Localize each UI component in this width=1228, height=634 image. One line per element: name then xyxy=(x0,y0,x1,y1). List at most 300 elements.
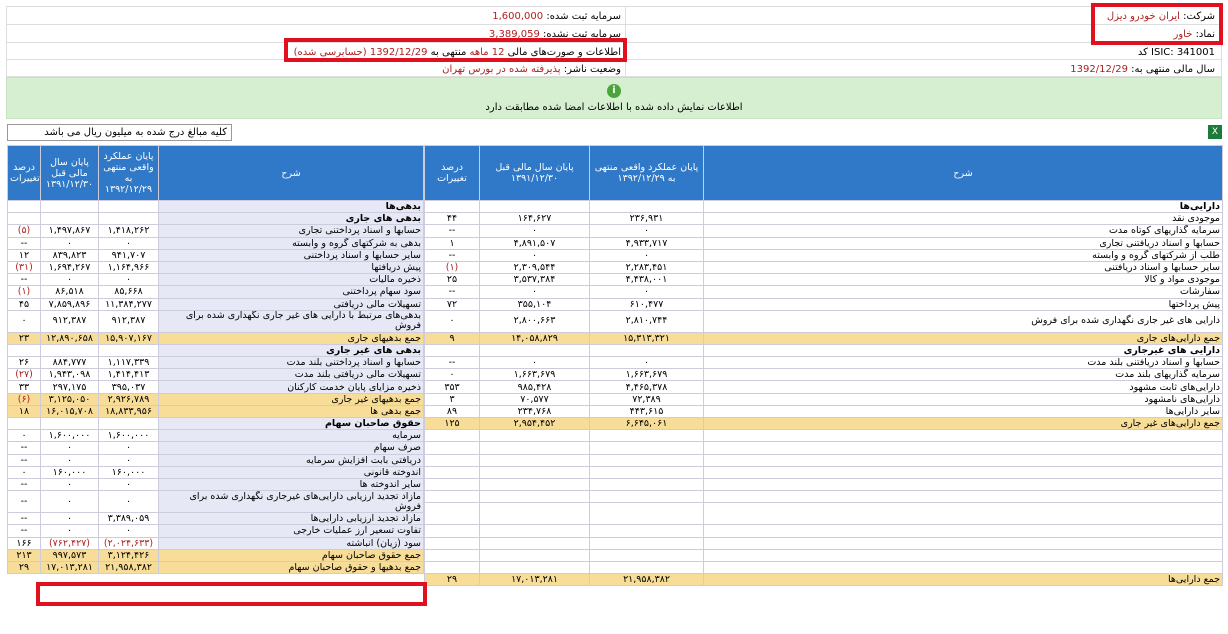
row-label: موجودی مواد و کالا xyxy=(704,274,1223,286)
row-label xyxy=(704,537,1223,549)
row-value: ۷۲,۳۸۹ xyxy=(590,393,704,405)
row-value xyxy=(590,344,704,356)
row-value: ۰ xyxy=(425,369,480,381)
row-label: حقوق صاحبان سهام xyxy=(159,418,424,430)
row-value: ۲,۹۵۴,۴۵۲ xyxy=(480,418,590,430)
table-row xyxy=(425,237,1223,249)
row-label: صرف سهام xyxy=(159,442,424,454)
row-label: جمع دارایی‌ها xyxy=(704,574,1223,586)
row-value: ۰ xyxy=(41,274,99,286)
table-row xyxy=(425,430,1223,442)
row-value: ۷۰,۵۷۷ xyxy=(480,393,590,405)
row-value: ۰ xyxy=(590,249,704,261)
row-value: -- xyxy=(8,274,41,286)
row-label: بدهی های غیر جاری xyxy=(159,344,424,356)
table-row xyxy=(8,466,424,478)
table-row xyxy=(425,357,1223,369)
row-value: -- xyxy=(425,225,480,237)
row-value: ۰ xyxy=(480,225,590,237)
row-value xyxy=(590,466,704,478)
table-row xyxy=(8,430,424,442)
row-label xyxy=(704,549,1223,561)
row-value: ۱۲۵ xyxy=(425,418,480,430)
table-row xyxy=(8,549,424,561)
row-value xyxy=(590,503,704,525)
row-label: جمع بدهیهای غیر جاری xyxy=(159,393,424,405)
table-row xyxy=(8,274,424,286)
row-value: ۰ xyxy=(41,237,99,249)
row-value xyxy=(425,466,480,478)
row-value: ۱,۱۶۴,۹۶۶ xyxy=(99,261,159,273)
row-label: دارایی های غیر جاری نگهداری شده برای فروش xyxy=(704,310,1223,332)
row-value: ۰ xyxy=(590,357,704,369)
row-value xyxy=(480,503,590,525)
table-row xyxy=(425,274,1223,286)
table-row xyxy=(8,513,424,525)
row-value xyxy=(425,201,480,213)
row-value xyxy=(425,549,480,561)
row-value: ۳۵۳ xyxy=(425,381,480,393)
row-value xyxy=(425,491,480,503)
row-value: ۰ xyxy=(480,249,590,261)
row-value: ۲۱,۹۵۸,۳۸۲ xyxy=(590,574,704,586)
row-label: سایر حسابها و اسناد دریافتنی xyxy=(704,261,1223,273)
row-label: سایر دارایی‌ها xyxy=(704,405,1223,417)
row-value xyxy=(590,430,704,442)
row-value xyxy=(480,537,590,549)
row-label: موجودی نقد xyxy=(704,213,1223,225)
row-value: ۰ xyxy=(480,357,590,369)
row-value xyxy=(425,478,480,490)
row-value xyxy=(425,561,480,573)
row-label xyxy=(704,442,1223,454)
row-label xyxy=(704,478,1223,490)
row-value: -- xyxy=(8,442,41,454)
row-value: ۸۸۴,۷۷۷ xyxy=(41,357,99,369)
table-row xyxy=(8,310,424,332)
table-row xyxy=(425,491,1223,503)
table-row xyxy=(425,344,1223,356)
row-value: -- xyxy=(8,454,41,466)
row-value xyxy=(480,201,590,213)
table-row xyxy=(8,442,424,454)
fiscal-row: سال مالی منتهی به: 1392/12/29 xyxy=(1070,64,1215,75)
row-value: ۰ xyxy=(99,454,159,466)
table-row xyxy=(425,454,1223,466)
row-value: ۱۶۰,۰۰۰ xyxy=(99,466,159,478)
row-label xyxy=(704,561,1223,573)
row-value: ۱,۶۶۳,۶۷۹ xyxy=(480,369,590,381)
row-value: ۴۵ xyxy=(8,298,41,310)
row-label xyxy=(704,491,1223,503)
row-value: ۹۱۲,۳۸۷ xyxy=(41,310,99,332)
row-value: ۹۸۵,۴۲۸ xyxy=(480,381,590,393)
row-label: بدهی‌ها xyxy=(159,201,424,213)
row-value: ۴۴۳,۶۱۵ xyxy=(590,405,704,417)
assets-table: درصد تغییرات پایان سال مالی قبل ۱۳۹۱/۱۲/۳۰ پایان عملکرد واقعی منتهی به ۱۳۹۲/۱۲/۲۹ شرح دارایی‌ها ۴۴ ۱۶۴,۶۲۷ ۲۳۶,۹۳۱ موجودی نقد -- ۰ ۰ سرمایه گذاریهای کوتاه مدت ۱ ۴,۸۹۱,۵۰۷ ۴,۹۳۳,۷۱۷ حسابها و اسناد دریافتنی تجاری -- ۰ ۰ طلب از شرکتهای گروه و وابسته (۱) ۲,۳۰۹,۵۴۴ ۲,۲۸۳,۴۵۱ سایر حسابها و اسناد دریافتنی ۲۵ ۳,۵۳۷,۳۸۴ ۴,۴۳۸,۰۰۱ موجودی مواد و کالا -- ۰ ۰ سفارشات ۷۲ ۳۵۵,۱۰۴ ۶۱۰,۴۷۷ پیش پرداختها ۰ ۲,۸۰۰,۶۶۳ ۲,۸۱۰,۷۴۴ دارایی های غیر جاری نگهداری شده برای فروش ۹ ۱۴,۰۵۸,۸۲۹ ۱۵,۳۱۳,۳۲۱ جمع دارایی‌های جاری دارایی های غیرجاری -- ۰ ۰ حسابها و اسناد دریافتنی بلند مدت ۰ ۱,۶۶۳,۶۷۹ ۱,۶۶۳,۶۷۹ سرمایه گذاریهای بلند مدت ۳۵۳ ۹۸۵,۴۲۸ ۴,۴۶۵,۳۷۸ دارایی‌های ثابت مشهود ۳ ۷۰,۵۷۷ ۷۲,۳۸۹ دارایی‌های نامشهود ۸۹ ۲۳۴,۷۶۸ ۴۴۳,۶۱۵ سایر دارایی‌ها ۱۲۵ ۲,۹۵۴,۴۵۲ ۶,۶۴۵,۰۶۱ جمع دارایی‌های غیر جاری ۲۹ ۱۷,۰۱۳,۲۸۱ ۲۱,۹۵۸,۳۸۲ جمع دارایی‌ها xyxy=(424,145,1223,586)
table-row xyxy=(8,478,424,490)
row-value xyxy=(590,478,704,490)
table-row xyxy=(8,561,424,573)
row-value: ۱۶۴,۶۲۷ xyxy=(480,213,590,225)
table-row xyxy=(8,201,424,213)
row-label: دارایی‌ها xyxy=(704,201,1223,213)
table-row xyxy=(8,454,424,466)
row-value xyxy=(480,561,590,573)
row-label: پیش دریافتها xyxy=(159,261,424,273)
row-value: ۰ xyxy=(41,454,99,466)
row-label: سفارشات xyxy=(704,286,1223,298)
row-label: جمع بدهیها و حقوق صاحبان سهام xyxy=(159,561,424,573)
row-label: دارایی‌های نامشهود xyxy=(704,393,1223,405)
row-value xyxy=(41,201,99,213)
row-value: ۲,۳۰۹,۵۴۴ xyxy=(480,261,590,273)
row-value: ۲,۹۲۶,۷۸۹ xyxy=(99,393,159,405)
row-value: ۰ xyxy=(590,225,704,237)
row-label: تسهیلات مالی دریافتی xyxy=(159,298,424,310)
table-row xyxy=(8,225,424,237)
row-value: ۴,۹۳۳,۷۱۷ xyxy=(590,237,704,249)
row-value: ۲,۸۱۰,۷۴۴ xyxy=(590,310,704,332)
row-value: ۹۹۷,۵۷۳ xyxy=(41,549,99,561)
row-value: ۴,۸۹۱,۵۰۷ xyxy=(480,237,590,249)
row-value: (۲۷) xyxy=(8,369,41,381)
row-value xyxy=(99,418,159,430)
row-value xyxy=(480,430,590,442)
row-value: (۶) xyxy=(8,393,41,405)
row-value: ۲۹ xyxy=(8,561,41,573)
row-value: ۲۳۶,۹۳۱ xyxy=(590,213,704,225)
row-value: -- xyxy=(8,513,41,525)
row-label: تسهیلات مالی دریافتی بلند مدت xyxy=(159,369,424,381)
row-label: حسابها و اسناد پرداختنی بلند مدت xyxy=(159,357,424,369)
row-label xyxy=(704,454,1223,466)
info-icon: i xyxy=(607,84,621,98)
row-value: ۶,۶۴۵,۰۶۱ xyxy=(590,418,704,430)
row-label: بدهی به شرکتهای گروه و وابسته xyxy=(159,237,424,249)
row-value: -- xyxy=(425,249,480,261)
table-row xyxy=(8,332,424,344)
row-value xyxy=(590,549,704,561)
row-value xyxy=(480,491,590,503)
table-row xyxy=(425,332,1223,344)
row-value: ۳۳ xyxy=(8,381,41,393)
row-value: ۱۸,۸۳۳,۹۵۶ xyxy=(99,405,159,417)
row-value: (۱) xyxy=(8,286,41,298)
row-value: ۲۹۷,۱۷۵ xyxy=(41,381,99,393)
row-value: -- xyxy=(8,491,41,513)
row-value: ۱۵,۹۰۷,۱۶۷ xyxy=(99,332,159,344)
row-value: -- xyxy=(8,478,41,490)
row-value: ۲۶ xyxy=(8,357,41,369)
row-value: ۳,۳۸۹,۰۵۹ xyxy=(99,513,159,525)
table-row xyxy=(425,286,1223,298)
table-row xyxy=(425,537,1223,549)
row-label: جمع بدهیهای جاری xyxy=(159,332,424,344)
registered-capital-row: سرمایه ثبت شده: 1,600,000 xyxy=(492,11,621,22)
row-value: ۰ xyxy=(41,525,99,537)
row-value: ۶۱۰,۴۷۷ xyxy=(590,298,704,310)
row-value: ۱۷,۰۱۳,۲۸۱ xyxy=(41,561,99,573)
row-label: حسابها و اسناد دریافتنی بلند مدت xyxy=(704,357,1223,369)
row-value: (۳۱) xyxy=(8,261,41,273)
row-value xyxy=(480,344,590,356)
row-value: ۴۴ xyxy=(425,213,480,225)
row-label: دریافتی بابت افزایش سرمایه xyxy=(159,454,424,466)
row-value: (۱) xyxy=(425,261,480,273)
row-value: ۳,۵۳۷,۳۸۴ xyxy=(480,274,590,286)
excel-icon[interactable]: X xyxy=(1208,125,1222,139)
row-label: جمع دارایی‌های جاری xyxy=(704,332,1223,344)
row-value xyxy=(480,442,590,454)
row-label: جمع بدهی ها xyxy=(159,405,424,417)
row-value xyxy=(590,525,704,537)
row-value: ۰ xyxy=(99,478,159,490)
row-value: ۱,۶۹۴,۲۶۷ xyxy=(41,261,99,273)
row-value: ۱۵,۳۱۳,۳۲۱ xyxy=(590,332,704,344)
row-value: ۸۹ xyxy=(425,405,480,417)
table-row xyxy=(8,525,424,537)
table-row xyxy=(425,574,1223,586)
row-value: ۳ xyxy=(425,393,480,405)
row-value: ۰ xyxy=(41,442,99,454)
row-label: ذخیره مزایای پایان خدمت کارکنان xyxy=(159,381,424,393)
row-value: ۰ xyxy=(590,286,704,298)
row-value: ۰ xyxy=(99,237,159,249)
row-value: ۱۱,۳۸۴,۲۷۷ xyxy=(99,298,159,310)
table-row xyxy=(425,466,1223,478)
row-label: سایر اندوخته ها xyxy=(159,478,424,490)
row-value: ۰ xyxy=(99,442,159,454)
row-value: ۲۱۳ xyxy=(8,549,41,561)
row-value: ۳۵۵,۱۰۴ xyxy=(480,298,590,310)
row-value: ۱,۴۱۴,۴۱۳ xyxy=(99,369,159,381)
row-value xyxy=(480,549,590,561)
table-row xyxy=(425,213,1223,225)
row-value: ۰ xyxy=(99,525,159,537)
row-value: ۰ xyxy=(8,466,41,478)
row-value: ۱,۱۱۷,۳۳۹ xyxy=(99,357,159,369)
row-value: ۸۵,۶۶۸ xyxy=(99,286,159,298)
table-row xyxy=(425,249,1223,261)
row-value xyxy=(480,478,590,490)
row-value: ۲۳ xyxy=(8,332,41,344)
row-label: بدهی‌های مرتبط با دارایی های غیر جاری نگهداری شده برای فروش xyxy=(159,310,424,332)
row-value xyxy=(425,537,480,549)
isic-row: کد ISIC: 341001 xyxy=(1137,47,1215,58)
row-label: سرمایه گذاریهای بلند مدت xyxy=(704,369,1223,381)
row-value: ۱,۴۹۷,۸۶۷ xyxy=(41,225,99,237)
table-row xyxy=(8,357,424,369)
row-value: ۳۹۵,۰۳۷ xyxy=(99,381,159,393)
row-value xyxy=(480,525,590,537)
row-value: ۰ xyxy=(425,310,480,332)
publisher-row: وضعیت ناشر: پذیرفته شده در بورس تهران xyxy=(442,64,621,75)
row-value xyxy=(590,201,704,213)
row-value xyxy=(8,344,41,356)
row-value: ۱۲ xyxy=(8,249,41,261)
table-row xyxy=(8,261,424,273)
row-value xyxy=(41,344,99,356)
row-label xyxy=(704,430,1223,442)
table-row xyxy=(425,503,1223,525)
row-value xyxy=(590,454,704,466)
table-row xyxy=(425,418,1223,430)
table-row xyxy=(8,286,424,298)
row-value: ۷۲ xyxy=(425,298,480,310)
table-row xyxy=(8,418,424,430)
row-label: سرمایه گذاریهای کوتاه مدت xyxy=(704,225,1223,237)
row-label: پیش پرداختها xyxy=(704,298,1223,310)
row-label xyxy=(704,466,1223,478)
table-row xyxy=(8,344,424,356)
row-label: دارایی های غیرجاری xyxy=(704,344,1223,356)
row-value: (۷۶۲,۴۲۷) xyxy=(41,537,99,549)
table-row xyxy=(8,213,424,225)
row-label: حسابها و اسناد دریافتنی تجاری xyxy=(704,237,1223,249)
row-value xyxy=(590,491,704,503)
row-label: سود سهام پرداختنی xyxy=(159,286,424,298)
table-row xyxy=(8,537,424,549)
row-value: ۰ xyxy=(41,513,99,525)
highlight-company xyxy=(1091,3,1223,45)
row-value xyxy=(590,442,704,454)
row-value xyxy=(590,537,704,549)
row-value: ۲,۲۸۳,۴۵۱ xyxy=(590,261,704,273)
table-row xyxy=(425,549,1223,561)
row-label xyxy=(704,503,1223,525)
row-value: ۰ xyxy=(99,491,159,513)
row-label: جمع حقوق صاحبان سهام xyxy=(159,549,424,561)
row-value xyxy=(8,418,41,430)
row-value xyxy=(425,454,480,466)
row-value xyxy=(590,561,704,573)
row-label: مازاد تجدید ارزیابی دارایی‌ها xyxy=(159,513,424,525)
table-row xyxy=(425,393,1223,405)
table-row xyxy=(425,310,1223,332)
row-value: ۹۴۱,۷۰۷ xyxy=(99,249,159,261)
row-value xyxy=(480,454,590,466)
row-value xyxy=(8,201,41,213)
row-value xyxy=(41,418,99,430)
row-value: (۵) xyxy=(8,225,41,237)
row-value: ۰ xyxy=(41,478,99,490)
row-label xyxy=(704,525,1223,537)
table-row xyxy=(8,381,424,393)
table-row xyxy=(425,381,1223,393)
row-value xyxy=(425,525,480,537)
row-label: تفاوت تسعیر ارز عملیات خارجی xyxy=(159,525,424,537)
row-value xyxy=(99,201,159,213)
company-row: شرکت: ایران خودرو دیزل xyxy=(1106,11,1215,22)
row-value: ۱۲,۸۹۰,۶۵۸ xyxy=(41,332,99,344)
row-value: ۱ xyxy=(425,237,480,249)
row-value xyxy=(99,213,159,225)
table-row xyxy=(8,491,424,513)
row-value: ۱۶,۰۱۵,۷۰۸ xyxy=(41,405,99,417)
row-value: ۰ xyxy=(99,274,159,286)
row-label: دارایی‌های ثابت مشهود xyxy=(704,381,1223,393)
row-value: ۱,۹۴۳,۰۹۸ xyxy=(41,369,99,381)
row-value xyxy=(480,466,590,478)
row-value: ۷,۸۵۹,۸۹۶ xyxy=(41,298,99,310)
row-value xyxy=(425,442,480,454)
table-row xyxy=(425,405,1223,417)
row-value: ۸۶,۵۱۸ xyxy=(41,286,99,298)
row-value: ۱,۶۶۳,۶۷۹ xyxy=(590,369,704,381)
row-value xyxy=(425,503,480,525)
row-value: ۱,۶۰۰,۰۰۰ xyxy=(99,430,159,442)
row-value xyxy=(425,344,480,356)
row-label: جمع دارایی‌های غیر جاری xyxy=(704,418,1223,430)
row-value: ۱۶۰,۰۰۰ xyxy=(41,466,99,478)
row-value: ۴,۴۳۸,۰۰۱ xyxy=(590,274,704,286)
row-value: ۱,۴۱۸,۲۶۲ xyxy=(99,225,159,237)
row-value: ۹ xyxy=(425,332,480,344)
row-label: طلب از شرکتهای گروه و وابسته xyxy=(704,249,1223,261)
row-label: سود (زیان) انباشته xyxy=(159,537,424,549)
row-label: سرمایه xyxy=(159,430,424,442)
row-label: حسابها و اسناد پرداختنی تجاری xyxy=(159,225,424,237)
row-value: (۲,۰۲۴,۶۳۳) xyxy=(99,537,159,549)
table-row xyxy=(425,442,1223,454)
row-value: ۱۸ xyxy=(8,405,41,417)
row-label: سایر حسابها و اسناد پرداختنی xyxy=(159,249,424,261)
symbol-row: نماد: خاور xyxy=(1173,29,1215,40)
liabilities-table: درصد تغییرات پایان سال مالی قبل ۱۳۹۱/۱۲/۳۰ پایان عملکرد واقعی منتهی به ۱۳۹۲/۱۲/۲۹ شرح بدهی‌ها بدهی های جاری (۵) ۱,۴۹۷,۸۶۷ ۱,۴۱۸,۲۶۲ حسابها و اسناد پرداختنی تجاری -- ۰ ۰ بدهی به شرکتهای گروه و وابسته ۱۲ ۸۳۹,۸۲۳ ۹۴۱,۷۰۷ سایر حسابها و اسناد پرداختنی (۳۱) ۱,۶۹۴,۲۶۷ ۱,۱۶۴,۹۶۶ پیش دریافتها -- ۰ ۰ ذخیره مالیات (۱) ۸۶,۵۱۸ ۸۵,۶۶۸ سود سهام پرداختنی ۴۵ ۷,۸۵۹,۸۹۶ ۱۱,۳۸۴,۲۷۷ تسهیلات مالی دریافتی ۰ ۹۱۲,۳۸۷ ۹۱۲,۳۸۷ بدهی‌های مرتبط با دارایی های غیر جاری نگهداری شده برای فروش ۲۳ ۱۲,۸۹۰,۶۵۸ ۱۵,۹۰۷,۱۶۷ جمع بدهیهای جاری بدهی های غیر جاری ۲۶ ۸۸۴,۷۷۷ ۱,۱۱۷,۳۳۹ حسابها و اسناد پرداختنی بلند مدت (۲۷) ۱,۹۴۳,۰۹۸ ۱,۴۱۴,۴۱۳ تسهیلات مالی دریافتی بلند مدت ۳۳ ۲۹۷,۱۷۵ ۳۹۵,۰۳۷ ذخیره مزایای پایان خدمت کارکنان (۶) ۳,۱۲۵,۰۵۰ ۲,۹۲۶,۷۸۹ جمع بدهیهای غیر جاری ۱۸ ۱۶,۰۱۵,۷۰۸ ۱۸,۸۳۳,۹۵۶ جمع بدهی ها حقوق صاحبان سهام ۰ ۱,۶۰۰,۰۰۰ ۱,۶۰۰,۰۰۰ سرمایه -- ۰ ۰ صرف سهام -- ۰ ۰ دریافتی بابت افزایش سرمایه ۰ ۱۶۰,۰۰۰ ۱۶۰,۰۰۰ اندوخته قانونی -- ۰ ۰ سایر اندوخته ها -- ۰ ۰ مازاد تجدید ارزیابی دارایی‌های غیرجاری نگهداری شده برای فروش -- ۰ ۳,۳۸۹,۰۵۹ مازاد تجدید ارزیابی دارایی‌ها -- ۰ ۰ تفاوت تسعیر ارز عملیات خارجی ۱۶۶ (۷۶۲,۴۲۷) (۲,۰۲۴,۶۳۳) سود (زیان) انباشته ۲۱۳ ۹۹۷,۵۷۳ ۳,۱۲۴,۴۲۶ جمع حقوق صاحبان سهام ۲۹ ۱۷,۰۱۳,۲۸۱ ۲۱,۹۵۸,۳۸۲ جمع بدهیها و حقوق صاحبان سهام xyxy=(7,145,424,574)
row-value: ۰ xyxy=(8,430,41,442)
table-row xyxy=(425,261,1223,273)
unregistered-capital-row: سرمایه ثبت نشده: 3,389,059 xyxy=(488,29,621,40)
row-value: ۱۴,۰۵۸,۸۲۹ xyxy=(480,332,590,344)
highlight-retained-earnings xyxy=(36,582,427,606)
table-row xyxy=(8,369,424,381)
row-value: ۴,۴۶۵,۳۷۸ xyxy=(590,381,704,393)
row-value: ۱۶۶ xyxy=(8,537,41,549)
report-title: اطلاعات و صورت‌های مالی 12 ماهه منتهی به 1392/12/29 (حسابرسی شده) xyxy=(293,47,621,58)
table-row xyxy=(425,478,1223,490)
table-row xyxy=(8,237,424,249)
row-value: ۱,۶۰۰,۰۰۰ xyxy=(41,430,99,442)
row-label: مازاد تجدید ارزیابی دارایی‌های غیرجاری نگهداری شده برای فروش xyxy=(159,491,424,513)
symbol-link[interactable]: خاور xyxy=(1173,29,1193,40)
highlight-report-title xyxy=(284,38,627,62)
row-value: -- xyxy=(425,286,480,298)
row-value: -- xyxy=(8,525,41,537)
table-row xyxy=(425,561,1223,573)
table-row xyxy=(425,369,1223,381)
table-row xyxy=(425,225,1223,237)
table-row xyxy=(8,393,424,405)
row-label: اندوخته قانونی xyxy=(159,466,424,478)
verification-notice: i اطلاعات نمایش داده شده با اطلاعات امضا شده مطابقت دارد xyxy=(6,77,1222,119)
table-row xyxy=(8,405,424,417)
table-row xyxy=(425,525,1223,537)
row-value: -- xyxy=(425,357,480,369)
row-value xyxy=(99,344,159,356)
row-value xyxy=(425,430,480,442)
row-value: ۰ xyxy=(8,310,41,332)
row-value: -- xyxy=(8,237,41,249)
row-value: ۲۹ xyxy=(425,574,480,586)
row-value: ۰ xyxy=(480,286,590,298)
row-value xyxy=(8,213,41,225)
row-value: ۲۱,۹۵۸,۳۸۲ xyxy=(99,561,159,573)
company-name: ایران خودرو دیزل xyxy=(1106,11,1180,22)
row-value: ۲,۸۰۰,۶۶۳ xyxy=(480,310,590,332)
row-value: ۲۳۴,۷۶۸ xyxy=(480,405,590,417)
row-value: ۱۷,۰۱۳,۲۸۱ xyxy=(480,574,590,586)
